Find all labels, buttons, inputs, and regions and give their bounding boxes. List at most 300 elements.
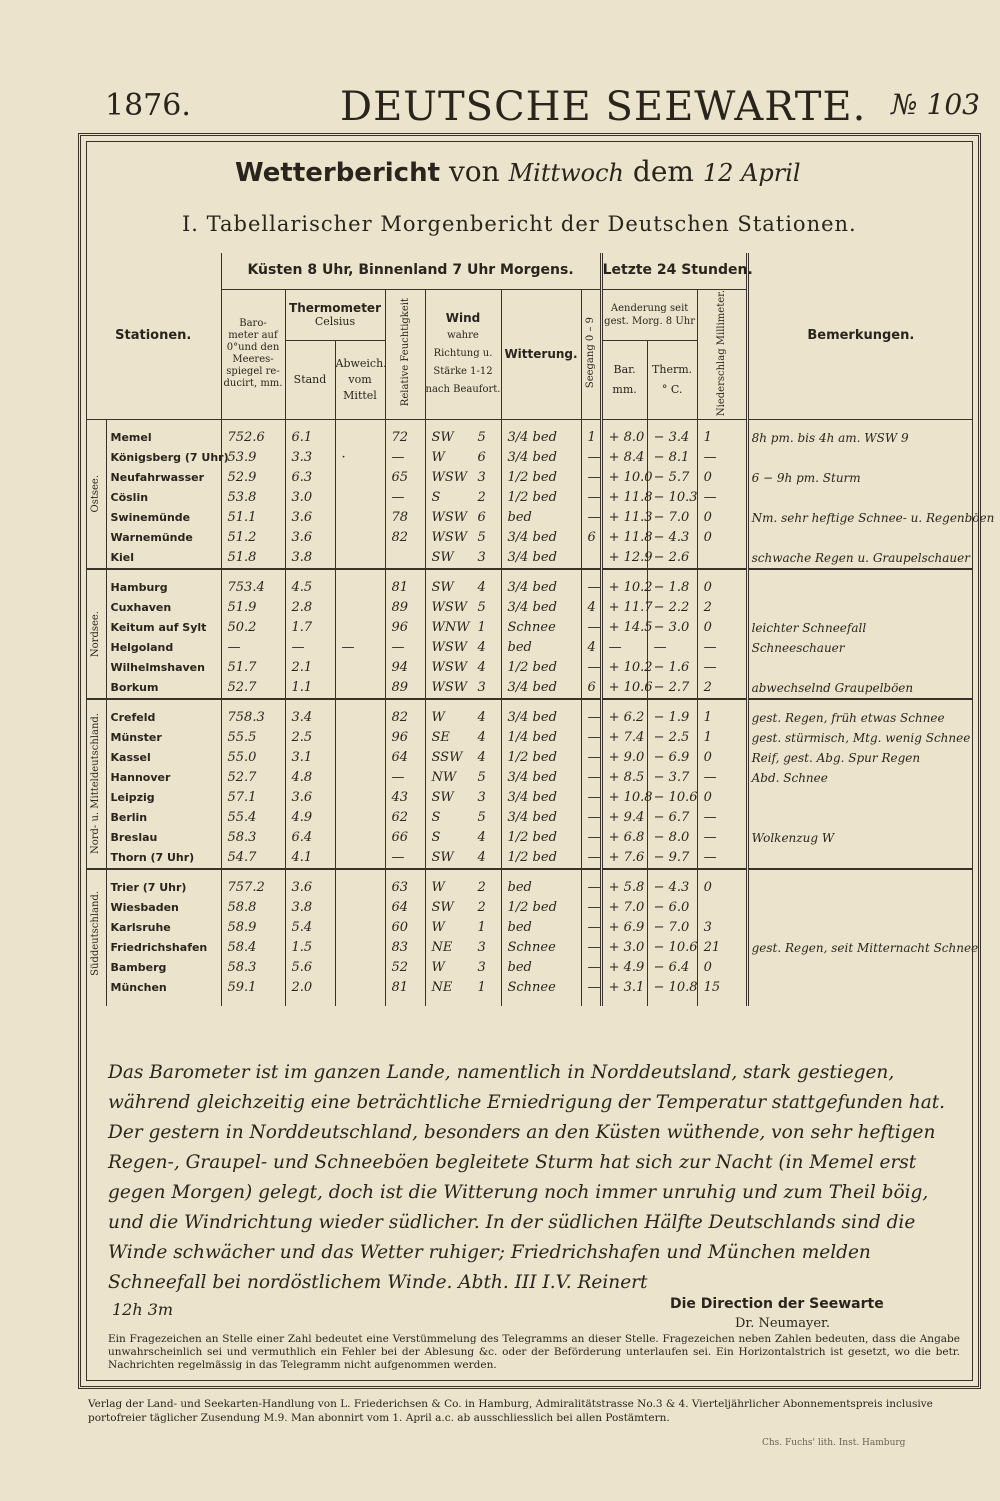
wind-strength: 5 bbox=[477, 599, 486, 615]
remark-cell: abwechselnd Graupelböen bbox=[747, 678, 973, 699]
table-row bbox=[86, 468, 973, 488]
station-name: Crefeld bbox=[110, 710, 156, 724]
precip-cell: 0 bbox=[697, 528, 747, 548]
wind-cell bbox=[425, 618, 501, 638]
abweich-cell bbox=[335, 848, 385, 869]
wind-direction: WSW bbox=[431, 469, 468, 485]
wind-cell bbox=[425, 788, 501, 808]
wind-strength: 6 bbox=[477, 449, 486, 465]
station-name: Hamburg bbox=[110, 580, 168, 594]
humidity-cell: 43 bbox=[385, 788, 425, 808]
weather-cell: 3/4 bed bbox=[501, 768, 581, 788]
masthead bbox=[100, 84, 985, 138]
header-bar: Bar. mm. bbox=[601, 341, 647, 420]
weather-cell: bed bbox=[501, 958, 581, 978]
table-row bbox=[86, 488, 973, 508]
humidity-cell: 64 bbox=[385, 748, 425, 768]
abweich-cell bbox=[335, 958, 385, 978]
seegang-cell: — bbox=[581, 788, 601, 808]
wind-cell bbox=[425, 828, 501, 848]
remark-cell bbox=[747, 898, 973, 918]
seegang-cell: — bbox=[581, 768, 601, 788]
weather-cell: bed bbox=[501, 508, 581, 528]
weather-cell: Schnee bbox=[501, 618, 581, 638]
bar-change-cell: + 14.5 bbox=[601, 618, 647, 638]
therm-change-cell: − 10.6 bbox=[647, 788, 697, 808]
station-name: Wiesbaden bbox=[110, 900, 179, 914]
header-therm: Therm. ° C. bbox=[647, 341, 697, 420]
remark-cell: gest. Regen, seit Mitternacht Schnee bbox=[747, 938, 973, 958]
station-name: Borkum bbox=[110, 680, 159, 694]
weather-cell: 3/4 bed bbox=[501, 448, 581, 468]
wind-direction: WSW bbox=[431, 599, 468, 615]
wind-direction: SW bbox=[431, 579, 454, 595]
humidity-cell: 65 bbox=[385, 468, 425, 488]
seegang-cell: — bbox=[581, 938, 601, 958]
remark-cell: leichter Schneefall bbox=[747, 618, 973, 638]
precip-cell: 1 bbox=[697, 728, 747, 748]
table-row bbox=[86, 638, 973, 658]
weather-cell: 1/2 bed bbox=[501, 468, 581, 488]
table-row bbox=[86, 828, 973, 848]
abweich-cell bbox=[335, 618, 385, 638]
seegang-cell: — bbox=[581, 958, 601, 978]
station-name: Wilhelmshaven bbox=[110, 660, 205, 674]
abweich-cell bbox=[335, 828, 385, 848]
therm-change-cell: − 1.9 bbox=[647, 708, 697, 728]
baro-cell: — bbox=[221, 638, 285, 658]
station-name: Münster bbox=[110, 730, 162, 744]
temp-cell: 3.6 bbox=[285, 508, 335, 528]
remark-cell: Schneeschauer bbox=[747, 638, 973, 658]
abweich-cell bbox=[335, 468, 385, 488]
precip-cell: 0 bbox=[697, 958, 747, 978]
header-thermometer: Thermometer Celsius bbox=[285, 289, 385, 341]
abweich-cell bbox=[335, 658, 385, 678]
seegang-cell: 6 bbox=[581, 678, 601, 699]
precip-cell: — bbox=[697, 828, 747, 848]
therm-change-cell: − 8.1 bbox=[647, 448, 697, 468]
wind-cell bbox=[425, 508, 501, 528]
temp-cell: 4.9 bbox=[285, 808, 335, 828]
bar-change-cell: + 11.8 bbox=[601, 528, 647, 548]
humidity-cell: 83 bbox=[385, 938, 425, 958]
seegang-cell: — bbox=[581, 448, 601, 468]
bar-change-cell: + 7.0 bbox=[601, 898, 647, 918]
abweich-cell bbox=[335, 508, 385, 528]
wind-strength: 1 bbox=[477, 619, 486, 635]
bar-change-cell: + 3.1 bbox=[601, 978, 647, 998]
wind-direction: SW bbox=[431, 849, 454, 865]
table-row bbox=[86, 768, 973, 788]
wind-cell bbox=[425, 898, 501, 918]
therm-change-cell: − 6.7 bbox=[647, 808, 697, 828]
weather-cell: 3/4 bed bbox=[501, 548, 581, 569]
remark-cell bbox=[747, 788, 973, 808]
region-gap bbox=[86, 869, 973, 878]
weather-cell: 1/2 bed bbox=[501, 848, 581, 869]
temp-cell: 1.1 bbox=[285, 678, 335, 699]
humidity-cell: 72 bbox=[385, 428, 425, 448]
issue-time: 12h 3m bbox=[112, 1300, 174, 1319]
station-name: Königsberg (7 Uhr) bbox=[110, 450, 229, 464]
title-date: 12 April bbox=[702, 159, 801, 187]
station-name: Friedrichshafen bbox=[110, 940, 208, 954]
region-label: Ostsee. bbox=[86, 428, 106, 569]
precip-cell: 21 bbox=[697, 938, 747, 958]
therm-change-cell: − 2.6 bbox=[647, 548, 697, 569]
table-row bbox=[86, 898, 973, 918]
table-row bbox=[86, 848, 973, 869]
table-row bbox=[86, 678, 973, 699]
humidity-cell: — bbox=[385, 768, 425, 788]
baro-cell: 57.1 bbox=[221, 788, 285, 808]
remark-cell: gest. Regen, früh etwas Schnee bbox=[747, 708, 973, 728]
therm-change-cell: − 3.0 bbox=[647, 618, 697, 638]
table-row bbox=[86, 978, 973, 998]
seegang-cell: 1 bbox=[581, 428, 601, 448]
precip-cell: — bbox=[697, 768, 747, 788]
table-row bbox=[86, 598, 973, 618]
seegang-cell: — bbox=[581, 508, 601, 528]
header-humidity: Relative Feuchtigkeit bbox=[385, 289, 425, 419]
humidity-cell bbox=[385, 548, 425, 569]
wind-direction: W bbox=[431, 709, 445, 725]
wind-direction: W bbox=[431, 879, 445, 895]
therm-change-cell: − 2.2 bbox=[647, 598, 697, 618]
temp-cell: 3.0 bbox=[285, 488, 335, 508]
seegang-cell: — bbox=[581, 658, 601, 678]
wind-strength: 4 bbox=[477, 829, 486, 845]
humidity-cell: — bbox=[385, 448, 425, 468]
wind-cell bbox=[425, 768, 501, 788]
seegang-cell: — bbox=[581, 978, 601, 998]
humidity-cell: — bbox=[385, 848, 425, 869]
wind-strength: 6 bbox=[477, 509, 486, 525]
wind-strength: 5 bbox=[477, 429, 486, 445]
bar-change-cell: — bbox=[601, 638, 647, 658]
wind-strength: 3 bbox=[477, 549, 486, 565]
therm-change-cell: − 7.0 bbox=[647, 508, 697, 528]
wind-cell bbox=[425, 958, 501, 978]
year: 1876. bbox=[105, 88, 191, 123]
bar-change-cell: + 7.6 bbox=[601, 848, 647, 869]
abweich-cell bbox=[335, 878, 385, 898]
table-row bbox=[86, 808, 973, 828]
wind-cell bbox=[425, 578, 501, 598]
wind-cell bbox=[425, 938, 501, 958]
wind-direction: WSW bbox=[431, 679, 468, 695]
wind-direction: S bbox=[431, 809, 441, 825]
region-gap bbox=[86, 419, 973, 428]
temp-cell: 3.6 bbox=[285, 788, 335, 808]
precip-cell: 0 bbox=[697, 618, 747, 638]
wind-cell bbox=[425, 528, 501, 548]
table-row bbox=[86, 548, 973, 569]
bar-change-cell: + 5.8 bbox=[601, 878, 647, 898]
remark-cell bbox=[747, 598, 973, 618]
therm-change-cell: − 6.9 bbox=[647, 748, 697, 768]
therm-change-cell: − 1.6 bbox=[647, 658, 697, 678]
table-row bbox=[86, 708, 973, 728]
table-row bbox=[86, 448, 973, 468]
baro-cell: 52.7 bbox=[221, 768, 285, 788]
weather-cell: 3/4 bed bbox=[501, 678, 581, 699]
precip-cell: 0 bbox=[697, 468, 747, 488]
bar-change-cell: + 8.5 bbox=[601, 768, 647, 788]
wind-strength: 2 bbox=[477, 879, 486, 895]
weather-cell: 1/2 bed bbox=[501, 658, 581, 678]
therm-change-cell: − 2.5 bbox=[647, 728, 697, 748]
wind-strength: 3 bbox=[477, 789, 486, 805]
baro-cell: 53.8 bbox=[221, 488, 285, 508]
precip-cell: — bbox=[697, 808, 747, 828]
humidity-cell: 66 bbox=[385, 828, 425, 848]
wind-cell bbox=[425, 878, 501, 898]
abweich-cell bbox=[335, 678, 385, 699]
seegang-cell: — bbox=[581, 468, 601, 488]
abweich-cell bbox=[335, 808, 385, 828]
station-name: München bbox=[110, 980, 167, 994]
table-end-gap bbox=[86, 998, 973, 1006]
weather-cell: 3/4 bed bbox=[501, 708, 581, 728]
humidity-cell: — bbox=[385, 488, 425, 508]
bar-change-cell: + 11.7 bbox=[601, 598, 647, 618]
precip-cell: 0 bbox=[697, 578, 747, 598]
weather-cell: bed bbox=[501, 638, 581, 658]
station-name: Warnemünde bbox=[110, 530, 193, 544]
weather-cell: 1/4 bed bbox=[501, 728, 581, 748]
therm-change-cell: − 3.4 bbox=[647, 428, 697, 448]
temp-cell: 2.1 bbox=[285, 658, 335, 678]
temp-cell: 6.4 bbox=[285, 828, 335, 848]
abweich-cell bbox=[335, 708, 385, 728]
handwritten-summary: Das Barometer ist im ganzen Lande, namentlich in Norddeutsland, stark gestiegen, während gleichzeitig eine beträchtliche Erniedrigung der Temperatur stattgefunden hat. Der gestern in Norddeutschland, besonders an den Küsten wüthende, von sehr heftigen Regen-, Graupel- und Schneeböen begleitete Sturm hat sich zur Nacht (in Memel erst gegen Morgen) gelegt, doch ist die Witterung noch immer unruhig und zum Theil böig, und die Windrichtung wieder südlicher. In der südlichen Hälfte Deutschlands sind die Winde schwächer und das Wetter ruhiger; Friedrichshafen und München melden Schneefall bei nordöstlichem Winde. Abth. III I.V. Reinert bbox=[108, 1062, 946, 1293]
wind-strength: 1 bbox=[477, 919, 486, 935]
bar-change-cell: + 4.9 bbox=[601, 958, 647, 978]
seegang-cell: — bbox=[581, 728, 601, 748]
wind-direction: SW bbox=[431, 549, 454, 565]
therm-change-cell: − 6.0 bbox=[647, 898, 697, 918]
seegang-cell: — bbox=[581, 898, 601, 918]
seegang-cell: 4 bbox=[581, 598, 601, 618]
baro-cell: 52.9 bbox=[221, 468, 285, 488]
therm-change-cell: − 3.7 bbox=[647, 768, 697, 788]
header-wind: Wind wahre Richtung u. Stärke 1-12 nach Beaufort. bbox=[425, 289, 501, 419]
therm-change-cell: − 10.8 bbox=[647, 978, 697, 998]
humidity-cell: 81 bbox=[385, 978, 425, 998]
precip-cell: 3 bbox=[697, 918, 747, 938]
humidity-cell: 89 bbox=[385, 598, 425, 618]
humidity-cell: 63 bbox=[385, 878, 425, 898]
seegang-cell: 4 bbox=[581, 638, 601, 658]
region-gap bbox=[86, 569, 973, 578]
report-subtitle: I. Tabellarischer Morgenbericht der Deutschen Stationen. bbox=[182, 212, 857, 236]
seegang-cell: — bbox=[581, 618, 601, 638]
station-name: Helgoland bbox=[110, 640, 174, 654]
precip-cell: — bbox=[697, 448, 747, 468]
therm-change-cell: − 4.3 bbox=[647, 528, 697, 548]
weather-cell: 1/2 bed bbox=[501, 488, 581, 508]
baro-cell: 55.5 bbox=[221, 728, 285, 748]
therm-change-cell: − 7.0 bbox=[647, 918, 697, 938]
baro-cell: 51.8 bbox=[221, 548, 285, 569]
baro-cell: 58.4 bbox=[221, 938, 285, 958]
weather-cell: 3/4 bed bbox=[501, 428, 581, 448]
seegang-cell: — bbox=[581, 708, 601, 728]
baro-cell: 51.9 bbox=[221, 598, 285, 618]
seegang-cell: — bbox=[581, 828, 601, 848]
humidity-cell: 64 bbox=[385, 898, 425, 918]
weather-cell: 3/4 bed bbox=[501, 808, 581, 828]
wind-strength: 1 bbox=[477, 979, 486, 995]
humidity-cell: 96 bbox=[385, 728, 425, 748]
temp-cell: 4.5 bbox=[285, 578, 335, 598]
remark-cell: Abd. Schnee bbox=[747, 768, 973, 788]
temp-cell: 3.1 bbox=[285, 748, 335, 768]
wind-cell bbox=[425, 808, 501, 828]
bar-change-cell: + 9.4 bbox=[601, 808, 647, 828]
weather-cell: 3/4 bed bbox=[501, 578, 581, 598]
temp-cell: 6.3 bbox=[285, 468, 335, 488]
remark-cell: Wolkenzug W bbox=[747, 828, 973, 848]
weather-cell: bed bbox=[501, 918, 581, 938]
seegang-cell: — bbox=[581, 878, 601, 898]
table-row bbox=[86, 658, 973, 678]
seegang-cell bbox=[581, 548, 601, 569]
baro-cell: 51.2 bbox=[221, 528, 285, 548]
station-name: Neufahrwasser bbox=[110, 470, 205, 484]
region-gap bbox=[86, 699, 973, 708]
wind-direction: SW bbox=[431, 429, 454, 445]
wind-direction: WSW bbox=[431, 529, 468, 545]
therm-change-cell: — bbox=[647, 638, 697, 658]
baro-cell: 753.4 bbox=[221, 578, 285, 598]
remark-cell bbox=[747, 528, 973, 548]
wind-direction: NW bbox=[431, 769, 457, 785]
precip-cell: 1 bbox=[697, 708, 747, 728]
precip-cell: 0 bbox=[697, 508, 747, 528]
bar-change-cell: + 10.2 bbox=[601, 578, 647, 598]
temp-cell: 4.1 bbox=[285, 848, 335, 869]
baro-cell: 59.1 bbox=[221, 978, 285, 998]
therm-change-cell: − 5.7 bbox=[647, 468, 697, 488]
wind-strength: 4 bbox=[477, 729, 486, 745]
title-dem: dem bbox=[632, 155, 694, 188]
wind-strength: 4 bbox=[477, 659, 486, 675]
station-name: Breslau bbox=[110, 830, 158, 844]
temp-cell: 3.3 bbox=[285, 448, 335, 468]
therm-change-cell: − 2.7 bbox=[647, 678, 697, 699]
wind-direction: WSW bbox=[431, 659, 468, 675]
weather-cell: Schnee bbox=[501, 938, 581, 958]
wind-strength: 5 bbox=[477, 529, 486, 545]
table-row bbox=[86, 578, 973, 598]
remark-cell bbox=[747, 958, 973, 978]
temp-cell: 2.8 bbox=[285, 598, 335, 618]
wind-cell bbox=[425, 748, 501, 768]
remark-cell bbox=[747, 878, 973, 898]
temp-cell: 3.6 bbox=[285, 878, 335, 898]
temp-cell: 4.8 bbox=[285, 768, 335, 788]
bar-change-cell: + 10.0 bbox=[601, 468, 647, 488]
header-stations: Stationen. bbox=[86, 253, 221, 419]
abweich-cell bbox=[335, 528, 385, 548]
weather-cell: 1/2 bed bbox=[501, 828, 581, 848]
direction-signature: Die Direction der Seewarte bbox=[670, 1296, 884, 1312]
region-label: Nordsee. bbox=[86, 578, 106, 699]
abweich-cell bbox=[335, 598, 385, 618]
abweich-cell: — bbox=[335, 638, 385, 658]
seegang-cell: — bbox=[581, 848, 601, 869]
wind-cell bbox=[425, 728, 501, 748]
precip-cell: — bbox=[697, 848, 747, 869]
humidity-cell: 94 bbox=[385, 658, 425, 678]
wind-strength: 4 bbox=[477, 639, 486, 655]
temp-cell: 1.5 bbox=[285, 938, 335, 958]
table-row bbox=[86, 788, 973, 808]
therm-change-cell: − 6.4 bbox=[647, 958, 697, 978]
wind-direction: WSW bbox=[431, 509, 468, 525]
temp-cell: 3.6 bbox=[285, 528, 335, 548]
therm-change-cell: − 9.7 bbox=[647, 848, 697, 869]
title-weekday: Mittwoch bbox=[508, 159, 624, 187]
therm-change-cell: − 10.3 bbox=[647, 488, 697, 508]
baro-cell: 51.7 bbox=[221, 658, 285, 678]
humidity-cell: — bbox=[385, 638, 425, 658]
wind-strength: 4 bbox=[477, 749, 486, 765]
header-precip: Niederschlag Millimeter. bbox=[697, 289, 747, 419]
precip-cell: — bbox=[697, 638, 747, 658]
station-name: Kassel bbox=[110, 750, 151, 764]
wind-cell bbox=[425, 918, 501, 938]
wind-strength: 3 bbox=[477, 959, 486, 975]
table-row bbox=[86, 748, 973, 768]
baro-cell: 53.9 bbox=[221, 448, 285, 468]
weather-cell: 1/2 bed bbox=[501, 898, 581, 918]
baro-cell: 55.0 bbox=[221, 748, 285, 768]
bar-change-cell: + 9.0 bbox=[601, 748, 647, 768]
header-weather: Witterung. bbox=[501, 289, 581, 419]
temp-cell: 2.5 bbox=[285, 728, 335, 748]
remark-cell bbox=[747, 848, 973, 869]
wind-cell bbox=[425, 708, 501, 728]
remark-cell: Nm. sehr heftige Schnee- u. Regenböen bbox=[747, 508, 973, 528]
baro-cell: 50.2 bbox=[221, 618, 285, 638]
bar-change-cell: + 7.4 bbox=[601, 728, 647, 748]
therm-change-cell: − 10.6 bbox=[647, 938, 697, 958]
remark-cell bbox=[747, 918, 973, 938]
remark-cell bbox=[747, 578, 973, 598]
precip-cell: 15 bbox=[697, 978, 747, 998]
abweich-cell bbox=[335, 578, 385, 598]
seegang-cell: — bbox=[581, 808, 601, 828]
wind-direction: SE bbox=[431, 729, 450, 745]
issue-number: № 103 bbox=[891, 88, 980, 121]
station-name: Hannover bbox=[110, 770, 171, 784]
precip-cell bbox=[697, 898, 747, 918]
table-row bbox=[86, 528, 973, 548]
station-name: Trier (7 Uhr) bbox=[110, 880, 187, 894]
weather-cell: Schnee bbox=[501, 978, 581, 998]
temp-cell: 3.4 bbox=[285, 708, 335, 728]
therm-change-cell: − 1.8 bbox=[647, 578, 697, 598]
wind-strength: 5 bbox=[477, 809, 486, 825]
wind-strength: 3 bbox=[477, 469, 486, 485]
baro-cell: 58.3 bbox=[221, 828, 285, 848]
wind-strength: 2 bbox=[477, 899, 486, 915]
wind-cell bbox=[425, 548, 501, 569]
